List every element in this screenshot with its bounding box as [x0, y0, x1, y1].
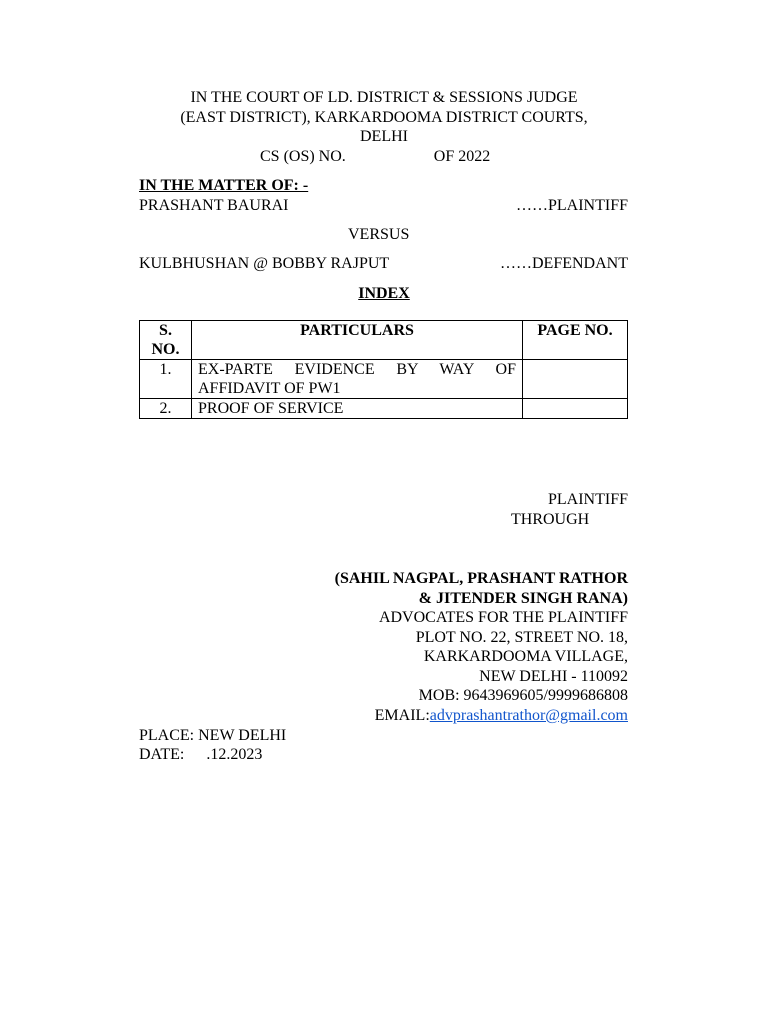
mobile-number: MOB: 9643969605/9999686808 — [418, 687, 628, 704]
row-page — [523, 360, 628, 399]
col-header-page: PAGE NO. — [523, 321, 628, 360]
email-link[interactable]: advprashantrathor@gmail.com — [429, 707, 628, 724]
row-sno: 1. — [140, 360, 192, 399]
table-row — [140, 360, 628, 399]
col-header-particulars: PARTICULARS — [192, 321, 523, 360]
index-table — [139, 320, 628, 419]
case-number-label: CS (OS) NO. — [260, 148, 346, 165]
address-line1: PLOT NO. 22, STREET NO. 18, — [415, 629, 628, 646]
defendant-role: ……DEFENDANT — [500, 255, 628, 272]
address-line3: NEW DELHI - 110092 — [479, 668, 628, 685]
plaintiff-name: PRASHANT BAURAI — [139, 197, 289, 214]
date-label: DATE: — [139, 746, 185, 763]
signature-through: THROUGH — [511, 511, 590, 528]
advocates-names-line1: (SAHIL NAGPAL, PRASHANT RATHOR — [334, 570, 628, 587]
place-line: PLACE: NEW DELHI — [139, 727, 287, 744]
table-row — [140, 399, 628, 419]
index-title: INDEX — [358, 285, 410, 302]
case-year: OF 2022 — [433, 148, 491, 165]
address-line2: KARKARDOOMA VILLAGE, — [423, 648, 628, 665]
row-particulars: EX-PARTE EVIDENCE BY WAY OF AFFIDAVIT OF PW1 — [192, 360, 523, 399]
row-sno: 2. — [140, 399, 192, 419]
court-title-line3: DELHI — [360, 128, 408, 145]
advocates-role: ADVOCATES FOR THE PLAINTIFF — [378, 609, 628, 626]
court-title-line1: IN THE COURT OF LD. DISTRICT & SESSIONS JUDGE — [190, 89, 578, 106]
row-page — [523, 399, 628, 419]
court-title-line2: (EAST DISTRICT), KARKARDOOMA DISTRICT COURTS, — [180, 109, 588, 126]
email-line — [375, 706, 628, 726]
date-value: .12.2023 — [206, 746, 263, 763]
matter-heading: IN THE MATTER OF: - — [139, 177, 309, 194]
email-label: EMAIL: — [374, 707, 430, 724]
defendant-name: KULBHUSHAN @ BOBBY RAJPUT — [139, 255, 390, 272]
case-number — [260, 147, 490, 167]
advocates-names-line2: & JITENDER SINGH RANA) — [418, 590, 628, 607]
signature-plaintiff: PLAINTIFF — [547, 491, 628, 508]
col-header-sno: S. NO. — [140, 321, 192, 360]
row-particulars: PROOF OF SERVICE — [192, 399, 523, 419]
index-header-row — [140, 321, 628, 360]
date-line — [139, 745, 262, 765]
versus-label: VERSUS — [348, 226, 410, 243]
plaintiff-role: ……PLAINTIFF — [515, 197, 628, 214]
